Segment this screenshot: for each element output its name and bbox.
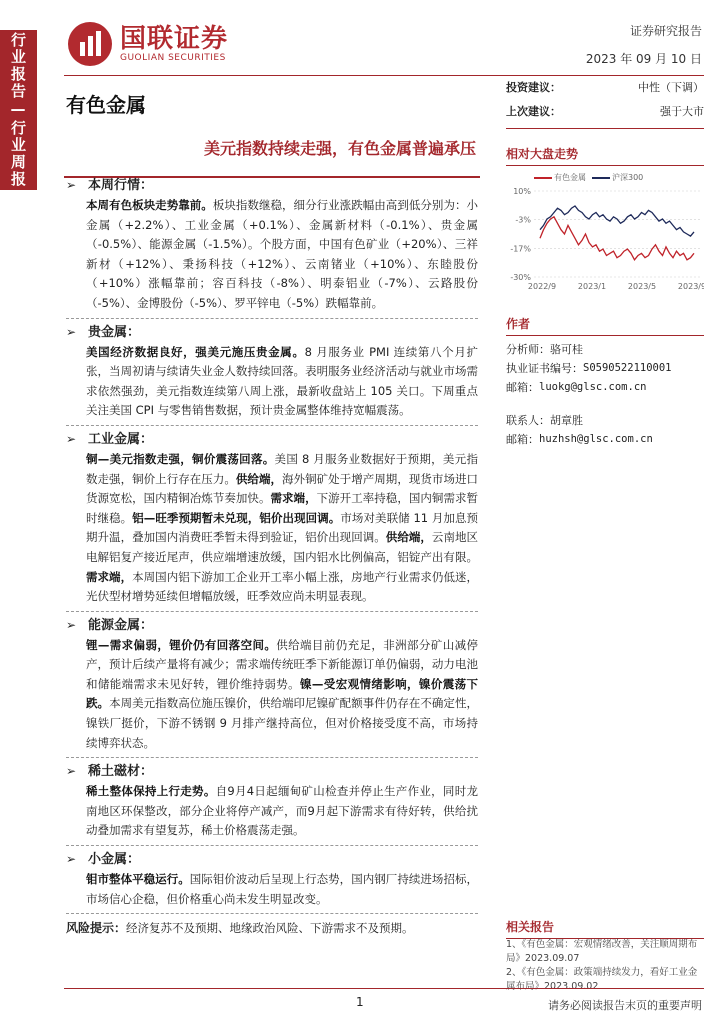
text-run: 8 月服务业 PMI 连续第八个月扩张，当周初请与续请失业金人数持续回落。表明服务业经济活动与就业市场需求依然强劲，美元指数连续第八周上涨，最新收盘站上 105 关口。下周重点关注美国 CPI 与零售销售数据，预计贵金属整体维持宽幅震荡。 [86,344,478,418]
contact-mail-label: 邮箱： [506,433,539,446]
text-run: 美国 8 月服务业数据好于预期，美元指数走强，铜价上行存在压力。 [86,451,478,486]
bold-run: 钼市整体平稳运行。 [86,872,190,887]
doc-type: 证券研究报告 [629,24,702,38]
text-run: 海外铜矿处于增产周期，现货市场进口货源宽松，国内精铜冶炼节奏加快。 [86,471,479,506]
text-run: 本周美元指数高位施压镍价，供给端印尼镍矿配额事件仍存在不确定性，镍铁厂挺价，下游不锈钢 9 月排产继持高位，但对价格接受度不高，市场持续博弈状态。 [86,696,478,750]
section-title: 本周行情： [88,178,154,193]
cert-number: S0590522110001 [583,362,672,374]
section-separator [66,611,478,612]
bold-run: 稀土整体保持上行走势。 [86,784,216,799]
bold-run: 美国经济数据良好，强美元施压贵金属。 [86,344,305,359]
section-title: 小金属： [88,852,141,868]
section [66,323,478,421]
arrow-icon: ➢ [66,324,77,339]
prev-rating-label: 上次建议： [506,105,561,118]
risk-label: 风险提示： [66,921,127,936]
text-run: 本周国内铝下游加工企业开工率小幅上涨，房地产行业需求仍低迷，光伏型材增势延续但增幅放缓，旺季效应尚未明显表现。 [86,569,479,604]
page-number: 1 [356,995,364,1009]
contact-name: 胡章胜 [550,414,583,427]
text-run: 板块指数继稳，细分行业涨跌幅由高到低分别为：小金属（+2.2%）、工业金属（+0.1%）、金属新材料（-0.1%）、贵金属（-0.5%）、能源金属（-1.5%）。个股方面，中国有色矿业（+20%）、三祥新材（+12%）、秉扬科技（+12%）、云南锗业（+10%）、东睦股份（+10%）涨幅靠前；容百科技（-8%）、明泰铝业（-7%）、云路股份（-5%）、金博股份（-5%）、罗平锌电（-5%）跌幅靠前。 [86,198,479,310]
arrow-icon: ➢ [66,178,77,192]
related-title: 相关报告 [506,918,704,939]
bold-run: 锂—需求偏弱，锂价仍有回落空间。 [86,637,277,652]
brand-logo-icon [66,20,114,68]
text-run: 国际钼价波动后呈现上行态势，国内钢厂持续进场招标，市场信心企稳，但价格重心尚未发生明显改变。 [86,872,479,906]
section-separator [66,845,478,846]
arrow-icon: ➢ [66,617,77,632]
report-title: 美元指数持续走强，有色金属普遍承压 [203,139,476,158]
text-run: 云南地区电解铝复产接近尾声，供应端增速放缓，国内铝水比例偏高，铝锭产出有限。 [86,530,479,564]
section [66,762,478,841]
arrow-icon: ➢ [66,852,77,867]
side-tab: 行业报告—行业周报 [0,30,37,190]
text-run: 市场对美联储 11 月加息预期升温，叠加国内消费旺季暂未得到验证，铝价出现回调。 [86,510,479,545]
arrow-icon: ➢ [66,764,77,779]
section-separator [66,913,478,914]
section [66,616,478,754]
bold-run: 铜—美元指数走强，铜价震荡回落。 [86,451,275,466]
section-paragraph [86,450,478,607]
footer-disclaimer: 请务必阅读报告末页的重要声明 [548,999,702,1012]
rating-value: 中性（下调） [638,81,704,94]
chart-legend [534,172,704,183]
rating-row [506,76,704,100]
section [66,176,478,314]
section-separator [66,757,478,758]
section-paragraph [86,196,478,314]
text-run: 下游开工率持稳，国内铜需求暂时继稳。 [86,491,479,525]
section-paragraph [86,782,478,841]
bold-run: 镍—受宏观情绪影响，镍价震荡下跌。 [86,676,478,711]
analyst-name: 骆可桂 [550,343,583,356]
section-title: 贵金属： [88,324,141,340]
text-run: 供给端目前仍充足，非洲部分矿山减停产，预计后续产量将有减少；需求端传统旺季下新能源订单仍偏弱，动力电池和储能端需求未见好转，锂价维持弱势。 [86,637,478,691]
author-block [506,340,704,449]
main-content [66,176,478,938]
section-paragraph [86,870,478,909]
author-title: 作者 [506,315,704,336]
analyst-email[interactable]: luokg@glsc.com.cn [539,381,647,393]
contact-email[interactable]: huzhsh@glsc.com.cn [539,433,653,445]
bold-run: 铝—旺季预期暂未兑现，铝价出现回调。 [132,510,341,525]
section-title: 工业金属： [88,431,154,447]
y-tick-label: -3% [515,215,531,225]
cert-label: 执业证书编号： [506,362,583,375]
brand-name-cn: 国联证券 [120,24,229,54]
section-paragraph [86,636,478,754]
rating-label: 投资建议： [506,81,561,94]
sidebar [506,76,704,992]
analyst-label: 分析师： [506,343,550,356]
section-title: 能源金属： [88,617,154,633]
sector-name: 有色金属 [66,93,146,117]
risk-note [66,918,478,938]
brand-name-en: GUOLIAN SECURITIES [120,53,226,63]
text-run: 自9月4日起缅甸矿山检查并停止生产作业，同时龙南地区环保整改，部分企业将停产减产，而9月起下游需求有待好转，供给扰动叠加需求有望复苏，稀土价格震荡走强。 [86,784,478,838]
y-tick-label: 10% [513,187,531,196]
prev-rating-row [506,100,704,129]
section [66,430,478,607]
section-paragraph [86,343,478,421]
footer-divider [64,988,704,989]
bold-run: 本周有色板块走势靠前。 [86,198,213,212]
arrow-icon: ➢ [66,431,77,446]
y-tick-label: -30% [510,273,531,282]
section-separator [66,318,478,319]
mail-label: 邮箱： [506,381,539,394]
x-tick-label: 2023/9 [677,282,704,291]
prev-rating-value: 强于大市 [660,105,704,118]
x-tick-label: 2023/1 [577,282,607,291]
related-list [506,938,704,994]
risk-text: 经济复苏不及预期、地缘政治风险、下游需求不及预期。 [126,921,414,936]
doc-date: 2023 年 09 月 10 日 [585,52,702,66]
section [66,850,478,909]
related-item[interactable]: 1、《有色金属：宏观情绪改善，关注顺周期布局》2023.09.07 [506,939,698,964]
chart-title: 相对大盘走势 [506,145,704,166]
relative-performance-chart [506,185,704,293]
contact-label: 联系人： [506,414,550,427]
bold-run: 需求端， [270,491,317,506]
bold-run: 供给端， [235,471,283,486]
x-tick-label: 2023/5 [627,282,657,291]
x-tick-label: 2022/9 [527,282,557,291]
section-title: 稀土磁材： [88,764,154,780]
section-separator [66,425,478,426]
brand-logo [66,20,228,68]
legend-item-index: 沪深300 [592,172,643,183]
y-tick-label: -17% [510,244,531,254]
related-item[interactable]: 2、《有色金属：政策端持续发力，看好工业金属布局》2023.09.02 [506,967,698,992]
bold-run: 需求端， [86,569,133,584]
bold-run: 供给端， [385,530,432,545]
legend-item-sector: 有色金属 [534,172,586,183]
